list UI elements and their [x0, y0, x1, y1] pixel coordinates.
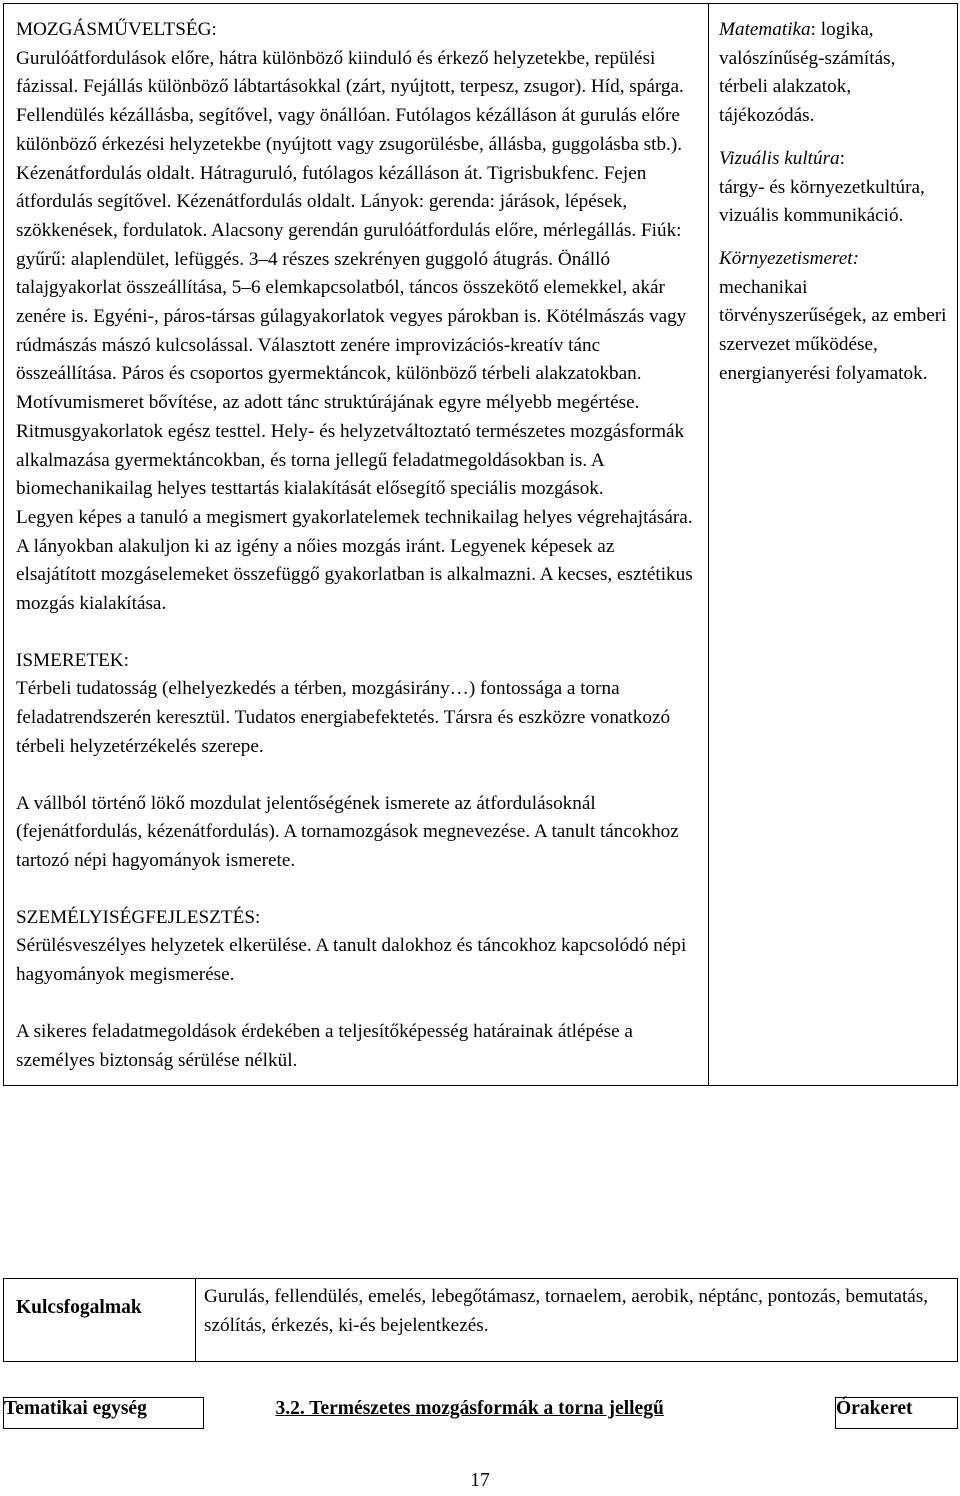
section-text: Gurulóátfordulások előre, hátra különböző kiinduló és érkező helyzetekbe, repülési fázissal. Fejállás különböző lábtartásokkal (zárt, nyújtott, terpesz, zsugor). Híd, spárga. Fellendülés kézállásba, segítővel, vagy önállóan. Futólagos kézálláson át gurulás előre különböző érkezési helyzetekbe (nyújtott vagy zsugorülésbe, állásba, guggolásba stb.). Kézenátfordulás oldalt. Hátraguruló, futólagos kézálláson át. Tigrisbukfenc. Fejen átfordulás segítővel. Kézenátfordulás oldalt. Lányok: gerenda: járások, lépések, szökkenések, fordulatok. Alacsony gerendán gurulóátfordulás előre, mérlegállás. Fiúk: gyűrű: alaplendület, lefüggés. 3–4 részes szekrényen guggoló átugrás. Önálló talajgyakorlat összeállítása, 5–6 elemkapcsolatból, táncos összekötő elemekkel, akár zenére is. Egyéni-, páros-társas gúlagyakorlatok vegyes párokban is. Kötélmászás vagy rúdmászás mászó kulcsolással. Választott zenére improvizációs-kreatív tánc összeállítása. Páros és csoportos gyermektáncok, különböző térbeli alakzatokban. Motívumismeret bővítése, az adott tánc struktúrájának egyre mélyebb megértése. Ritmusgyakorlatok egész testtel. Hely- és helyzetváltoztató természetes mozgásformák alkalmazása gyermektáncokban, és torna jellegű feladatmegoldásokban is. A biomechanikailag helyes testtartás kialakítását elősegítő speciális mozgások. — [16, 47, 687, 500]
mozgasmuveltseg-section — [16, 16, 698, 619]
paragraph-text: A sikeres feladatmegoldások érdekében a teljesítőképesség határainak átlépése a személyes biztonság sérülése nélkül. — [16, 1020, 633, 1071]
paragraph-text: A vállból történő lökő mozdulat jelentőségének ismerete az átfordulásoknál (fejenátfordulás, kézenátfordulás). A tornamozgások megnevezése. A tanult táncokhoz tartozó népi hagyományok ismerete. — [16, 792, 679, 871]
hours-label: Órakeret — [836, 1398, 958, 1429]
section-text-2: Legyen képes a tanuló a megismert gyakorlatelemek technikailag helyes végrehajtására. A lányokban alakuljon ki az igény a nőies mozgás iránt. Legyenek képesek az elsajátított mozgáselemeket összefüggő gyakorlatban is alkalmazni. A kecses, esztétikus mozgás kialakítása. — [16, 506, 693, 615]
key-concepts-label: Kulcsfogalmak — [4, 1279, 196, 1362]
page-number: 17 — [470, 1470, 490, 1491]
subject-label: Matematika — [719, 19, 811, 40]
vizualis-connection: Vizuális kultúra: tárgy- és környezetkultúra, vizuális kommunikáció. — [719, 147, 925, 227]
subject-label: Vizuális kultúra — [719, 147, 840, 169]
section-title: SZEMÉLYISÉGFEJLESZTÉS: — [16, 906, 261, 928]
sikeres-paragraph — [16, 1018, 698, 1075]
thematic-unit-label: Tematikai egység — [4, 1398, 204, 1429]
szemelyisegfejlesztes-section — [16, 904, 698, 990]
key-concepts-text: Gurulás, fellendülés, emelés, lebegőtámasz, tornaelem, aerobik, néptánc, pontozás, bemutatás, szólítás, érkezés, ki-és bejelentkezés. — [196, 1279, 958, 1362]
subject-text: tárgy- és környezetkultúra, vizuális kommunikáció. — [719, 176, 925, 227]
subject-label: Környezetismeret: — [719, 247, 859, 269]
kornyezet-connection — [719, 245, 949, 389]
section-text: Térbeli tudatosság (elhelyezkedés a térben, mozgásirány…) fontossága a torna feladatrendszerén keresztül. Tudatos energiabefektetés. Társra és eszközre vonatkozó térbeli helyzetérzékelés szerepe. — [16, 678, 671, 757]
ismeretek-section — [16, 647, 698, 762]
curriculum-table — [3, 3, 958, 1086]
section-title: MOZGÁSMŰVELTSÉG: — [16, 19, 217, 40]
key-concepts-table — [3, 1278, 958, 1362]
content-cell — [4, 4, 709, 1086]
subject-text: mechanikai törvényszerűségek, az emberi szervezet működése, energianyerési folyamatok. — [719, 276, 947, 384]
subject-text: : logika, valószínűség-számítás, térbeli alakzatok, tájékozódás. — [719, 19, 896, 127]
vall-paragraph — [16, 790, 698, 876]
next-unit-header — [3, 1397, 958, 1429]
unit-title: 3.2. Természetes mozgásformák a torna jellegű — [275, 1397, 664, 1419]
connections-cell — [709, 4, 958, 1086]
section-title: ISMERETEK: — [16, 649, 129, 671]
matematika-connection — [719, 16, 949, 131]
section-text: Sérülésveszélyes helyzetek elkerülése. A tanult dalokhoz és táncokhoz kapcsolódó népi hagyományok megismerése. — [16, 935, 687, 986]
